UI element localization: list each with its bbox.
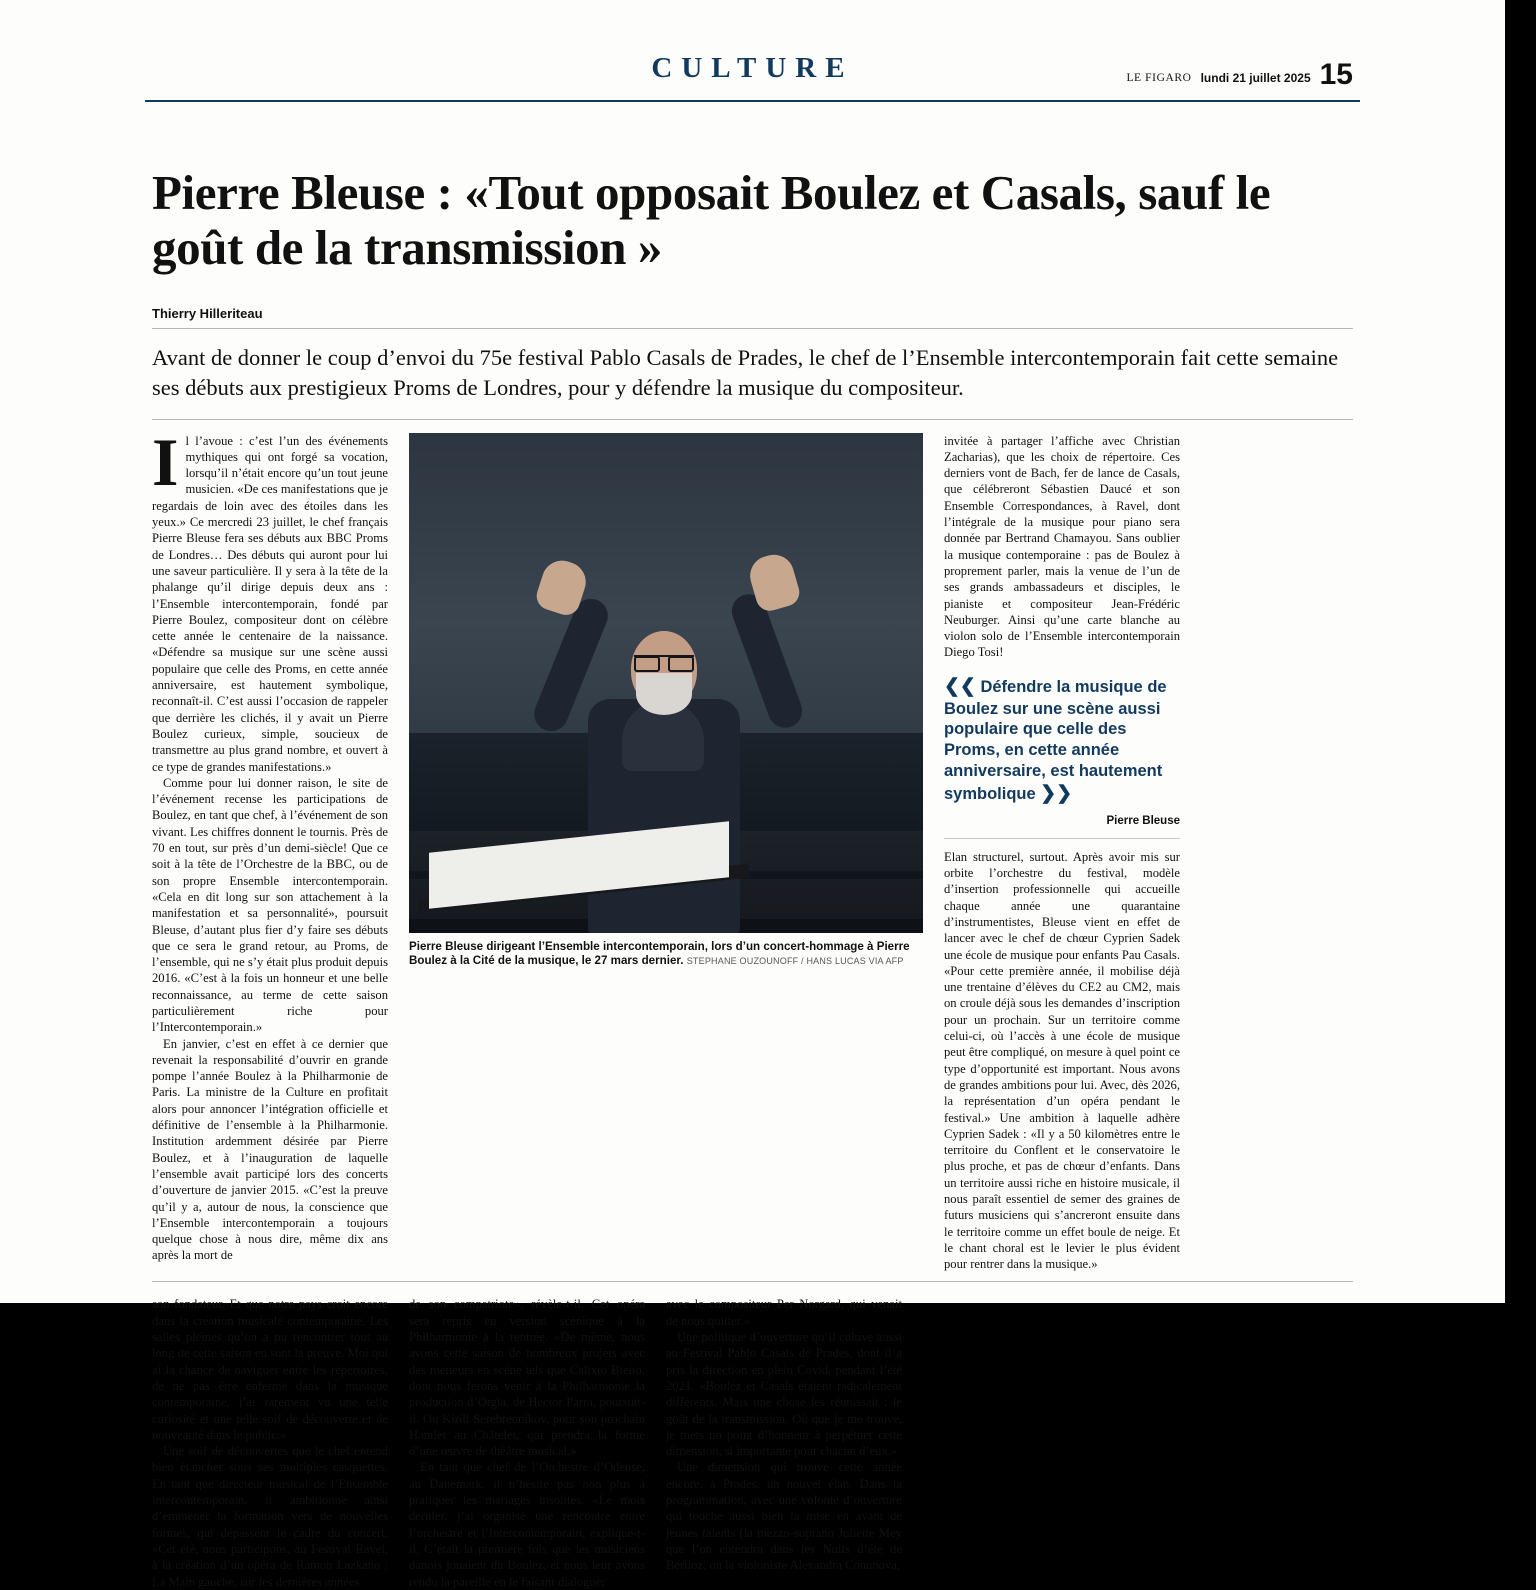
masthead-right	[1126, 58, 1353, 91]
photo-credit: STEPHANE OUZOUNOFF / HANS LUCAS VIA AFP	[686, 956, 904, 967]
column-4-lower	[923, 1296, 1159, 1589]
paragraph: de son compatriote», révèle-t-il. Cet opéra sera repris en version scénique à la Philharmonie à la rentrée. «De même, nous avons cette saison de nombreux projets avec des metteurs en scène tels que Calixto Bieito, dont nous ferons venir à la Philharmonie la production d’Orgïa, de Hector Parra, poursuit-il. Ou Kirill Serebrennikov, pour son prochain Hamlet au Châtelet, qui prendra la forme d’une œuvre de théâtre musical.»	[409, 1297, 645, 1459]
column-3-lower	[666, 1296, 902, 1589]
issue-date: lundi 21 juillet 2025	[1200, 70, 1311, 85]
paragraph: Une politique d’ouverture qu’il cultive aussi au Festival Pablo Casals de Prades, dont il a pris la direction en plein Covid, pendant l’été 2021. «Boulez et Casals étaient radicalement différents. Mais une chose les réunissait : le goût de la transmission. Où que je me trouve, je mets un point d’honneur à perpétuer cette dimension, si importante pour chacun d’eux.»	[666, 1330, 902, 1459]
column-right	[944, 433, 1180, 1273]
paragraph: Une soif de découvertes que le chef entend bien étancher sous ses multiples casquettes. En tant que directeur musical de l’Ensemble intercontemporain, il ambitionne ainsi d’emmener la formation vers de nouvelles formes, qui dépassent le cadre du concert. «Cet été, nous participons, au Festival Ravel, à la création d’un opéra de Ramon Lazkano : La Main gauche, sur les dernières années	[152, 1444, 388, 1589]
column-1	[152, 423, 388, 1273]
standfirst: Avant de donner le coup d’envoi du 75e festival Pablo Casals de Prades, le chef de l’Ensemble intercontemporain fait cette semaine ses débuts aux prestigieux Proms de Londres, pour y défendre la musique du compositeur.	[152, 344, 1339, 400]
info-line-1: Festival Pablo Casals de Prades :	[923, 1306, 1096, 1321]
glasses	[634, 655, 694, 668]
byline-rule	[152, 328, 1353, 329]
article-content	[0, 166, 1505, 1590]
paragraph: invitée à partager l’affiche avec Christian Zacharias), que les choix de répertoire. Ces derniers vont de Bach, fer de lance de Casals, que célébreront Sébastien Daucé et son Ensemble Correspondances, à Ravel, dont l’intégrale de la musique pour piano sera donnée par Bertrand Chamayou. Sans oublier la musique contemporaine : pas de Boulez à proprement parler, mais la venue de l’un de ses grands ambassadeurs et disciples, le pianiste et compositeur Jean-Frédéric Neuburger. Ainsi qu’une carte blanche au violon solo de l’Ensemble intercontemporain Diego Tosi!	[944, 433, 1180, 660]
practical-info	[923, 1305, 1159, 1338]
pull-quote	[944, 675, 1180, 806]
lower-columns	[152, 1296, 1353, 1589]
pull-quote-attribution: Pierre Bleuse	[1106, 814, 1180, 827]
paragraph: Comme pour lui donner raison, le site de l’événement recense les participations de Boulez, en tant que chef, à l’événement de son vivant. Les chiffres donnent le tournis. Près de 70 en tout, sur près d’un demi-siècle! Que ce soit à la tête de l’Orchestre de la BBC, ou de son propre Ensemble intercontemporain. «Cela en dit long sur son attachement à la manifestation et sa personnalité», poursuit Bleuse, d’autant plus fier d’y faire ses débuts que ce sera le grand retour, au Proms, de l’ensemble, qui ne s’y était plus produit depuis 2016. «C’est à la fois un honneur et une belle reconnaissance, au terme de cette saison particulièrement riche pour l’Intercontemporain.»	[152, 775, 388, 1035]
paragraph: En janvier, c’est en effet à ce dernier que revenait la responsabilité d’ouvrir en grande pompe l’année Boulez à la Philharmonie de Paris. La ministre de la Culture en profitait alors pour annoncer l’intégration officielle et définitive de l’ensemble à la Philharmonie. Institution ardemment désirée par Pierre Boulez, et à l’inauguration de laquelle l’ensemble avait participé lors des concerts d’ouverture de janvier 2015. «C’est la preuve qu’il y a, autour de nous, la conscience que l’Ensemble intercontemporain a toujours quelque chose à nous dire, même dix ans après la mort de	[152, 1036, 388, 1263]
drop-cap: I	[152, 423, 179, 500]
masthead-rule	[145, 100, 1360, 102]
masthead	[0, 0, 1505, 104]
paragraph	[152, 423, 388, 775]
page-title: Pierre Bleuse : «Tout opposait Boulez et Casals, sauf le goût de la transmission »	[152, 165, 1271, 275]
paragraph: avec le compositeur Per Norgard, qui venait de nous quitter.»	[666, 1297, 902, 1328]
conductor-photo	[409, 433, 923, 933]
section-rubric: CULTURE	[651, 52, 854, 84]
quote-open-mark: ❮❮	[944, 675, 976, 697]
caption-text: Pierre Bleuse dirigeant l’Ensemble intercontemporain, lors d’un concert-hommage à Pierre Boulez à la Cité de la musique, le 27 mars dernier.	[409, 939, 910, 968]
beard	[636, 673, 692, 715]
publication-logo: LE FIGARO	[1126, 71, 1192, 84]
photo-caption	[409, 940, 923, 970]
paragraph: Une dimension qui trouve cette année encore, à Prades, un nouvel élan. Dans la programmation, avec une volonté d’ouverture qui touche aussi bien la mise en avant de jeunes talents (la mezzo-soprano Juliette Mey que l’on entendra dans les Nuits d’été de Berlioz, ou la violoniste Alexandra Conunova,	[666, 1460, 902, 1573]
paragraph: En tant que chef de l’Orchestre d’Odense, au Danemark, il n’hésite pas non plus à pratiquer les mariages insolites. «Le mois dernier, j’ai organisé une rencontre entre l’orchestre et l’Intercontemporain, explique-t-il. C’était la première fois que les musiciens danois jouaient du Boulez, et nous leur avons rendu la pareille en le faisant dialoguer	[409, 1460, 645, 1589]
paragraph: son fondateur. Et que notre pays croit encore dans la création musicale contemporaine. Les salles pleines qu’on a pu rencontrer tout au long de cette saison en sont la preuve. Moi qui ai la chance de naviguer entre les répertoires, de ne pas être enfermé dans la musique contemporaine, j’ai rarement vu une telle curiosité et une telle soif de découverte et de nouveauté dans le public.»	[152, 1297, 388, 1442]
page-number: 15	[1319, 58, 1353, 91]
pull-quote-text: Défendre la musique de Boulez sur une scène aussi populaire que celle des Proms, en cette année anniversaire, est hautement symbolique	[944, 677, 1167, 803]
pull-quote-rule	[944, 838, 1180, 839]
standfirst-rule	[152, 419, 1353, 420]
quote-close-mark: ❯❯	[1040, 782, 1073, 804]
column-1-lower	[152, 1296, 388, 1589]
section-rule	[152, 1281, 1353, 1282]
byline: Thierry Hilleriteau	[152, 305, 263, 321]
column-2-lower	[409, 1296, 645, 1589]
info-line-2: du 28 juillet au 8 août.	[923, 1322, 1038, 1337]
paragraph: Elan structurel, surtout. Après avoir mis sur orbite l’orchestre du festival, modèle d’insertion professionnelle qui accueille chaque année une quarantaine d’instrumentistes, Bleuse vient en effet de lancer avec le chef de chœur Cyprien Sadek une école de musique pour enfants Pau Casals. «Pour cette première année, il mobilise déjà une trentaine d’élèves du CE2 au CM2, mais on croule déjà sous les demandes d’inscription pour un prochain. Sur un territoire comme celui-ci, où l’accès à une école de musique peut être compliqué, on mesure à quel point ce type d’opportunité est important. Nous avons de grandes ambitions pour lui. Avec, dès 2026, la représentation d’un opéra pendant le festival.» Une ambition à laquelle adhère Cyprien Sadek : «Il y a 50 kilomètres entre le territoire du Conflent et le conservatoire le plus proche, et pas de chœur d’enfants. Dans un territoire aussi riche en histoire musicale, il nous paraît essentiel de semer des graines de futurs musiciens qui s’ancreront ensuite dans le territoire comme un effet boule de neige. Et le chant choral est le levier le plus évident pour rentrer dans la musique.»	[944, 849, 1180, 1272]
photo-figure	[409, 433, 923, 1273]
top-columns	[152, 423, 1353, 1273]
paragraph-text: l l’avoue : c’est l’un des événements mythiques qui ont forgé sa vocation, lorsqu’il n’était encore qu’un tout jeune musicien. «De ces manifestations que je regardais de loin avec des étoiles dans les yeux.» Ce mercredi 23 juillet, le chef français Pierre Bleuse fera ses débuts aux BBC Proms de Londres… Des débuts qui auront pour lui une saveur particulière. Il y sera à la tête de la phalange qu’il dirige depuis deux ans : l’Ensemble intercontemporain, fondé par Pierre Boulez, compositeur dont on célèbre cette année le centenaire de la naissance. «Défendre sa musique sur une scène aussi populaire que celle des Proms, en cette année anniversaire, est hautement symbolique, reconnaît-il. C’est aussi l’occasion de rappeler que derrière les clichés, il y avait un Pierre Boulez curieux, simple, soucieux de transmettre au plus grand nombre, et ouvert à ce type de grandes manifestations.»	[152, 433, 388, 774]
